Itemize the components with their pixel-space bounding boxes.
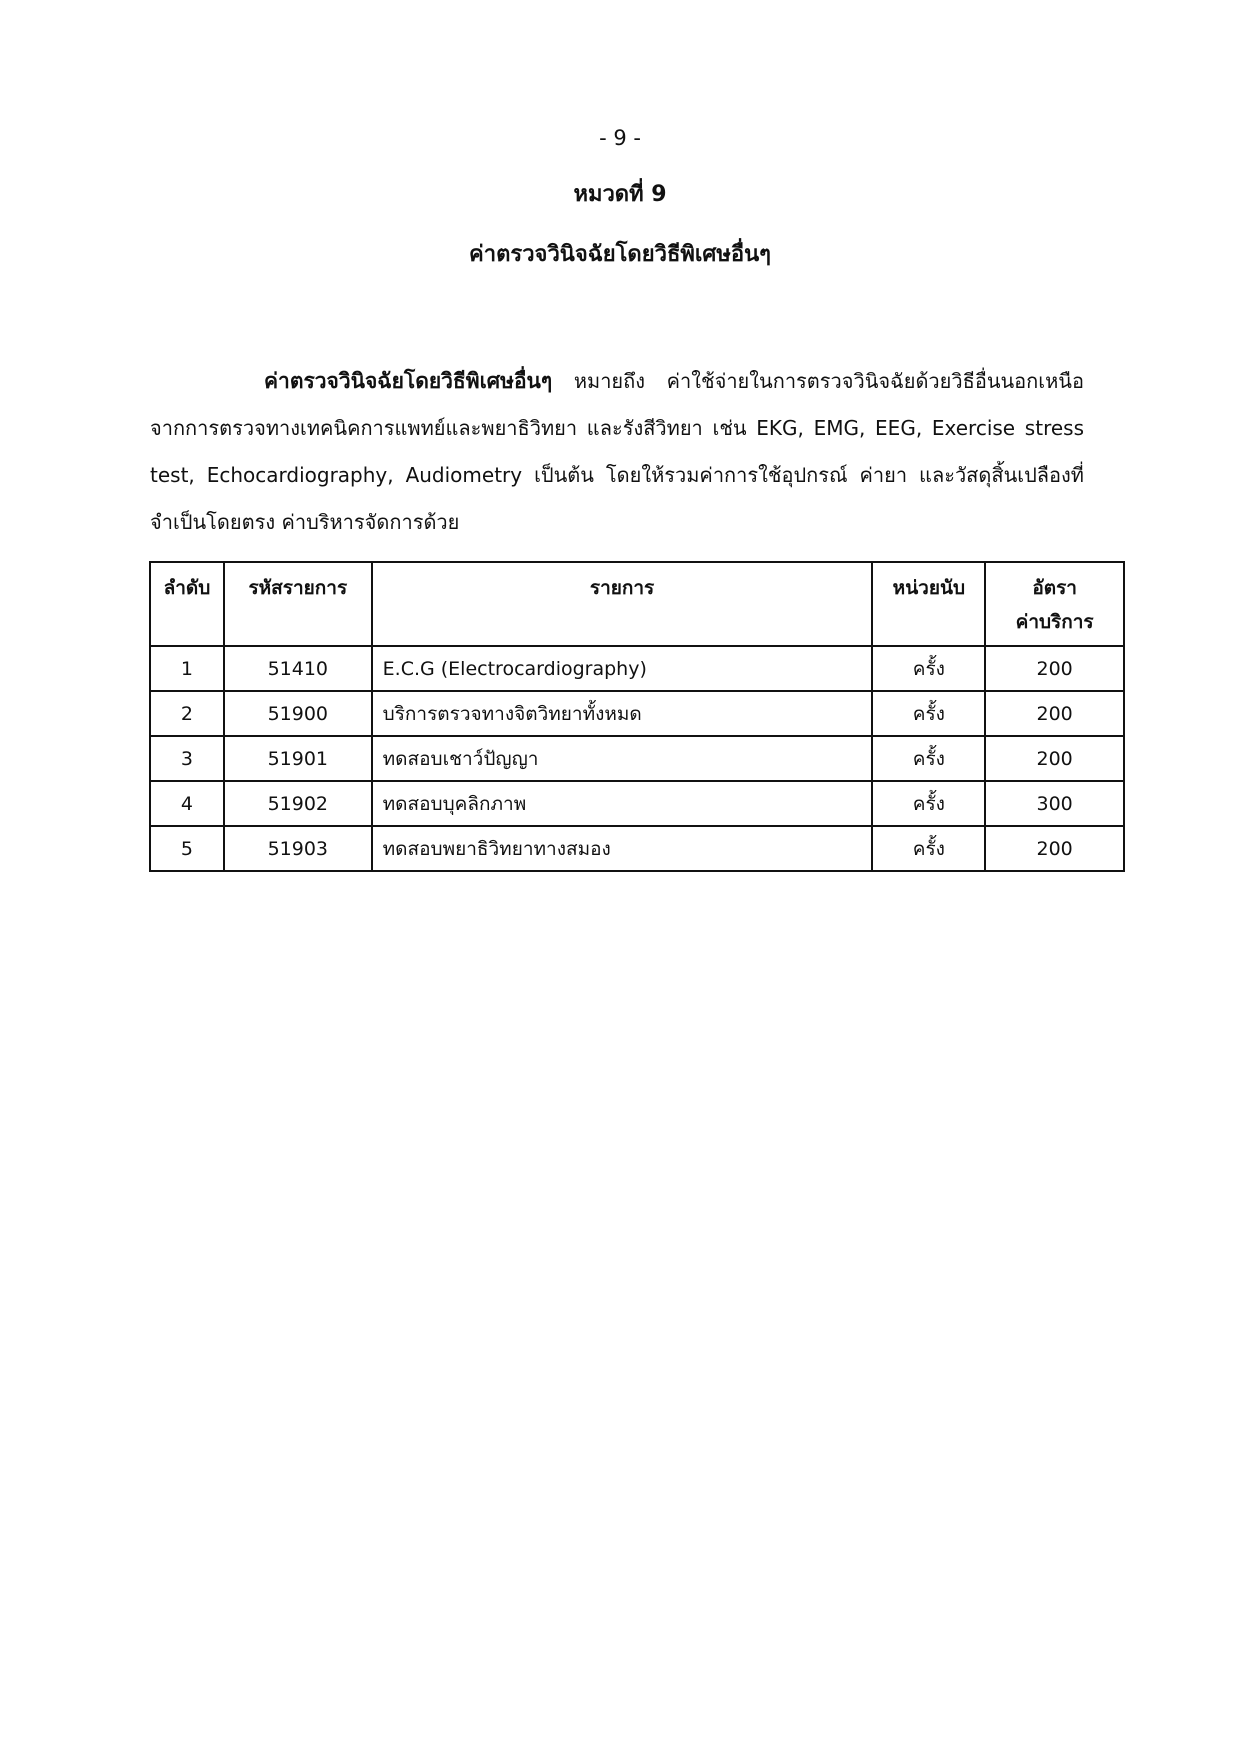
header-unit: หน่วยนับ bbox=[872, 562, 985, 646]
section-title: ค่าตรวจวินิจฉัยโดยวิธีพิเศษอื่นๆ bbox=[469, 242, 771, 267]
page-number: - 9 - bbox=[599, 126, 641, 150]
cell-no: 5 bbox=[150, 826, 224, 871]
cell-code: 51901 bbox=[224, 736, 372, 781]
table-row bbox=[150, 736, 1124, 781]
cell-code: 51902 bbox=[224, 781, 372, 826]
table-header-row bbox=[150, 562, 1124, 646]
table-row bbox=[150, 826, 1124, 871]
cell-code: 51903 bbox=[224, 826, 372, 871]
cell-item: ทดสอบพยาธิวิทยาทางสมอง bbox=[372, 826, 873, 871]
cell-no: 2 bbox=[150, 691, 224, 736]
cell-code: 51410 bbox=[224, 646, 372, 691]
cell-item: ทดสอบเชาว์ปัญญา bbox=[372, 736, 873, 781]
cell-code: 51900 bbox=[224, 691, 372, 736]
cell-unit: ครั้ง bbox=[872, 691, 985, 736]
table-row bbox=[150, 646, 1124, 691]
definition-text: หมายถึง ค่าใช้จ่ายในการตรวจวินิจฉัยด้วยวิธีอื่นนอกเหนือจากการตรวจทางเทคนิคการแพทย์และพยาธิวิทยา และรังสีวิทยา เช่น EKG, EMG, EEG, Exercise stress test, Echocardiography, Audiometry เป็นต้น โดยให้รวมค่าการใช้อุปกรณ์ ค่ายา และวัสดุสิ้นเปลืองที่จำเป็นโดยตรง ค่าบริหารจัดการด้วย bbox=[150, 369, 1085, 534]
definition-paragraph bbox=[150, 358, 1084, 546]
cell-rate: 200 bbox=[985, 646, 1124, 691]
cell-unit: ครั้ง bbox=[872, 781, 985, 826]
cell-rate: 200 bbox=[985, 826, 1124, 871]
defined-term: ค่าตรวจวินิจฉัยโดยวิธีพิเศษอื่นๆ bbox=[264, 369, 553, 393]
cell-item: ทดสอบบุคลิกภาพ bbox=[372, 781, 873, 826]
cell-rate: 300 bbox=[985, 781, 1124, 826]
cell-unit: ครั้ง bbox=[872, 646, 985, 691]
table-row bbox=[150, 781, 1124, 826]
header-code: รหัสรายการ bbox=[224, 562, 372, 646]
cell-no: 4 bbox=[150, 781, 224, 826]
cell-unit: ครั้ง bbox=[872, 826, 985, 871]
cell-no: 3 bbox=[150, 736, 224, 781]
cell-item: E.C.G (Electrocardiography) bbox=[372, 646, 873, 691]
header-rate-line2: ค่าบริการ bbox=[1015, 611, 1094, 633]
service-rate-table bbox=[149, 561, 1125, 872]
header-rate-line1: อัตรา bbox=[1032, 577, 1077, 599]
header-item: รายการ bbox=[372, 562, 873, 646]
cell-rate: 200 bbox=[985, 736, 1124, 781]
header-rate bbox=[985, 562, 1124, 646]
cell-item: บริการตรวจทางจิตวิทยาทั้งหมด bbox=[372, 691, 873, 736]
cell-rate: 200 bbox=[985, 691, 1124, 736]
cell-unit: ครั้ง bbox=[872, 736, 985, 781]
header-no: ลำดับ bbox=[150, 562, 224, 646]
cell-no: 1 bbox=[150, 646, 224, 691]
chapter-title: หมวดที่ 9 bbox=[573, 182, 667, 207]
table-row bbox=[150, 691, 1124, 736]
